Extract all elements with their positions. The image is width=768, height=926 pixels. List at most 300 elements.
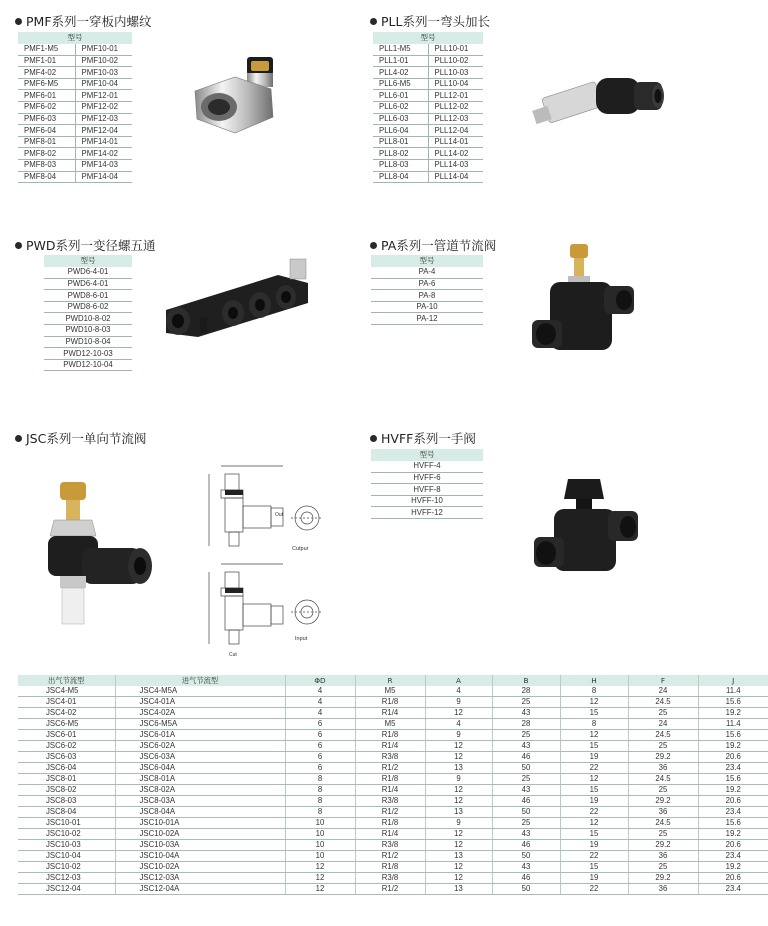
table-row — [18, 102, 132, 114]
table-cell: JSC6-04 — [18, 763, 115, 774]
table-cell: 11.4 — [698, 719, 768, 730]
table-cell: 4 — [425, 719, 492, 730]
pmf-model-table — [18, 32, 132, 183]
model-cell: PMF6-02 — [18, 102, 75, 114]
table-cell: 15.6 — [698, 697, 768, 708]
table-cell: 22 — [560, 807, 628, 818]
table-cell: 22 — [560, 851, 628, 862]
table-cell: 19 — [560, 796, 628, 807]
table-row — [18, 873, 768, 884]
table-cell: 6 — [285, 719, 355, 730]
table-row — [373, 160, 483, 172]
table-cell: 25 — [628, 862, 698, 873]
table-row — [18, 862, 768, 873]
table-row — [371, 267, 483, 279]
table-cell: JSC8-01A — [115, 774, 285, 785]
table-row — [18, 160, 132, 172]
table-cell: JSC10-02 — [18, 829, 115, 840]
table-cell: JSC4-M5 — [18, 686, 115, 697]
table-cell: 8 — [285, 796, 355, 807]
table-cell: 15.6 — [698, 774, 768, 785]
model-cell: PLL12-03 — [428, 113, 483, 125]
model-cell: PMF6-04 — [18, 125, 75, 137]
model-cell: PLL14-02 — [428, 148, 483, 160]
table-cell: 24.5 — [628, 818, 698, 829]
table-cell: R1/8 — [355, 697, 425, 708]
table-row — [371, 472, 483, 484]
table-row — [44, 313, 132, 325]
table-cell: 25 — [628, 741, 698, 752]
table-row — [44, 267, 132, 279]
table-cell: 4 — [285, 686, 355, 697]
model-cell: HVFF-12 — [371, 507, 483, 519]
table-cell: 15 — [560, 741, 628, 752]
table-row — [44, 325, 132, 337]
pa-table-header: 型号 — [371, 255, 483, 267]
model-cell: PMF1-01 — [18, 55, 75, 67]
table-cell: JSC6-03 — [18, 752, 115, 763]
model-cell: PMF4-02 — [18, 67, 75, 79]
table-cell: JSC8-03 — [18, 796, 115, 807]
model-cell: PMF10-04 — [75, 78, 132, 90]
model-cell: PA-6 — [371, 278, 483, 290]
table-cell: 24.5 — [628, 697, 698, 708]
model-cell: PWD12-10-04 — [44, 359, 132, 371]
table-row — [18, 136, 132, 148]
table-cell: 10 — [285, 851, 355, 862]
model-cell: PWD10-8-03 — [44, 325, 132, 337]
table-cell: 23.4 — [698, 763, 768, 774]
table-cell: 4 — [425, 686, 492, 697]
bullet-icon — [15, 435, 22, 442]
model-cell: PA-12 — [371, 313, 483, 325]
table-cell: JSC8-04A — [115, 807, 285, 818]
table-cell: R1/4 — [355, 708, 425, 719]
table-cell: 24 — [628, 686, 698, 697]
table-cell: 12 — [425, 873, 492, 884]
model-cell: PLL8-03 — [373, 160, 428, 172]
table-row — [373, 113, 483, 125]
table-cell: JSC10-02A — [115, 829, 285, 840]
table-cell: 12 — [285, 884, 355, 895]
table-cell: 29.2 — [628, 840, 698, 851]
table-cell: 15 — [560, 785, 628, 796]
model-cell: PWD12-10-03 — [44, 348, 132, 360]
table-cell: 8 — [560, 686, 628, 697]
table-cell: 13 — [425, 884, 492, 895]
model-cell: PLL14-04 — [428, 171, 483, 183]
model-cell: PMF10-01 — [75, 44, 132, 56]
table-cell: 6 — [285, 741, 355, 752]
table-cell: 12 — [560, 730, 628, 741]
table-row — [371, 301, 483, 313]
model-cell: HVFF-6 — [371, 472, 483, 484]
table-cell: 12 — [560, 697, 628, 708]
table-cell: 13 — [425, 763, 492, 774]
table-cell: 12 — [425, 840, 492, 851]
table-row — [373, 125, 483, 137]
model-cell: HVFF-8 — [371, 484, 483, 496]
table-cell: 25 — [492, 818, 560, 829]
table-cell: 20.6 — [698, 796, 768, 807]
model-cell: PLL6-01 — [373, 90, 428, 102]
model-cell: PMF1-M5 — [18, 44, 75, 56]
model-cell: PWD8-6-02 — [44, 301, 132, 313]
table-cell: 15 — [560, 829, 628, 840]
table-cell: 29.2 — [628, 873, 698, 884]
table-cell: 15 — [560, 862, 628, 873]
pwd-section-title — [15, 236, 156, 254]
table-cell: JSC10-02 — [18, 862, 115, 873]
table-cell: R1/2 — [355, 807, 425, 818]
table-cell: JSC6-02A — [115, 741, 285, 752]
cut-label: Cut — [229, 652, 237, 658]
table-row — [18, 774, 768, 785]
table-cell: 10 — [285, 829, 355, 840]
table-cell: JSC6-M5 — [18, 719, 115, 730]
column-header: ΦD — [285, 675, 355, 686]
table-cell: 36 — [628, 851, 698, 862]
table-row — [373, 171, 483, 183]
table-cell: R3/8 — [355, 840, 425, 851]
table-cell: 23.4 — [698, 884, 768, 895]
table-row — [18, 752, 768, 763]
table-cell: 6 — [285, 752, 355, 763]
table-row — [44, 278, 132, 290]
table-cell: 43 — [492, 862, 560, 873]
model-cell: PLL10-02 — [428, 55, 483, 67]
model-cell: PLL14-03 — [428, 160, 483, 172]
table-cell: 9 — [425, 730, 492, 741]
model-cell: PLL6-02 — [373, 102, 428, 114]
hvff-model-table — [371, 449, 483, 519]
hvff-table-header: 型号 — [371, 449, 483, 461]
model-cell: PMF10-02 — [75, 55, 132, 67]
table-cell: 15 — [560, 708, 628, 719]
column-header: 进气节流型 — [115, 675, 285, 686]
table-cell: JSC10-03 — [18, 840, 115, 851]
table-cell: 25 — [628, 785, 698, 796]
table-cell: 22 — [560, 884, 628, 895]
table-row — [18, 840, 768, 851]
pa-section-title — [370, 236, 496, 254]
model-cell: PLL6-04 — [373, 125, 428, 137]
table-cell: JSC10-01 — [18, 818, 115, 829]
table-row — [18, 763, 768, 774]
model-cell: PLL8-04 — [373, 171, 428, 183]
table-cell: 12 — [425, 862, 492, 873]
table-row — [18, 125, 132, 137]
table-cell: JSC12-04A — [115, 884, 285, 895]
table-cell: JSC8-03A — [115, 796, 285, 807]
table-row — [371, 507, 483, 519]
jsc-valve-photo — [30, 478, 155, 638]
table-cell: JSC6-M5A — [115, 719, 285, 730]
table-cell: R1/2 — [355, 884, 425, 895]
table-row — [371, 495, 483, 507]
table-cell: JSC8-02 — [18, 785, 115, 796]
pwd-fitting-photo — [158, 255, 323, 340]
table-cell: JSC8-02A — [115, 785, 285, 796]
table-cell: 43 — [492, 829, 560, 840]
table-cell: 12 — [285, 862, 355, 873]
table-row — [18, 829, 768, 840]
out-label: Out — [275, 512, 284, 518]
table-row — [18, 730, 768, 741]
table-cell: 46 — [492, 752, 560, 763]
table-cell: 23.4 — [698, 807, 768, 818]
table-cell: 20.6 — [698, 840, 768, 851]
table-row — [371, 313, 483, 325]
table-cell: R1/4 — [355, 741, 425, 752]
table-cell: 28 — [492, 719, 560, 730]
model-cell: PMF14-02 — [75, 148, 132, 160]
table-cell: 6 — [285, 763, 355, 774]
table-row — [18, 697, 768, 708]
table-cell: 24.5 — [628, 730, 698, 741]
table-row — [373, 44, 483, 56]
table-row — [18, 741, 768, 752]
table-cell: 23.4 — [698, 851, 768, 862]
pll-title: PLL系列一弯头加长 — [381, 14, 490, 29]
table-row — [18, 44, 132, 56]
table-cell: R3/8 — [355, 796, 425, 807]
table-row — [371, 461, 483, 473]
pa-model-table — [371, 255, 483, 325]
pll-table-header: 型号 — [373, 32, 483, 44]
model-cell: PLL6-03 — [373, 113, 428, 125]
table-cell: 4 — [285, 697, 355, 708]
table-cell: JSC4-01A — [115, 697, 285, 708]
table-cell: 36 — [628, 763, 698, 774]
table-cell: R1/2 — [355, 851, 425, 862]
model-cell: PLL10-04 — [428, 78, 483, 90]
hvff-title: HVFF系列一手阀 — [381, 431, 476, 446]
table-cell: 19.2 — [698, 862, 768, 873]
hvff-section-title — [370, 429, 476, 447]
model-cell: PMF14-04 — [75, 171, 132, 183]
model-cell: PLL1-01 — [373, 55, 428, 67]
table-cell: JSC10-04 — [18, 851, 115, 862]
table-cell: 12 — [425, 796, 492, 807]
table-cell: 9 — [425, 774, 492, 785]
bullet-icon — [370, 242, 377, 249]
table-row — [371, 278, 483, 290]
table-cell: 13 — [425, 807, 492, 818]
table-row — [373, 90, 483, 102]
table-cell: 19 — [560, 840, 628, 851]
table-cell: 19 — [560, 752, 628, 763]
jsc-title: JSC系列一单向节流阀 — [26, 431, 147, 446]
table-cell: 25 — [492, 774, 560, 785]
model-cell: PLL10-01 — [428, 44, 483, 56]
table-cell: JSC6-04A — [115, 763, 285, 774]
table-cell: 36 — [628, 807, 698, 818]
model-cell: PLL4-02 — [373, 67, 428, 79]
table-cell: 19.2 — [698, 785, 768, 796]
table-cell: 50 — [492, 884, 560, 895]
table-cell: 24 — [628, 719, 698, 730]
table-cell: 50 — [492, 763, 560, 774]
table-cell: 20.6 — [698, 873, 768, 884]
bullet-icon — [15, 18, 22, 25]
table-cell: 24.5 — [628, 774, 698, 785]
pwd-table-header: 型号 — [44, 255, 132, 267]
table-cell: 19.2 — [698, 708, 768, 719]
table-cell: JSC4-02A — [115, 708, 285, 719]
table-cell: R3/8 — [355, 873, 425, 884]
table-row — [44, 301, 132, 313]
table-cell: JSC10-03A — [115, 840, 285, 851]
table-cell: JSC10-02A — [115, 862, 285, 873]
column-header: A — [425, 675, 492, 686]
table-cell: 43 — [492, 785, 560, 796]
table-cell: 12 — [425, 785, 492, 796]
model-cell: PMF14-01 — [75, 136, 132, 148]
model-cell: PWD10-8-02 — [44, 313, 132, 325]
model-cell: PWD8-6-01 — [44, 290, 132, 302]
table-cell: JSC12-04 — [18, 884, 115, 895]
table-cell: 12 — [560, 818, 628, 829]
bullet-icon — [15, 242, 22, 249]
hvff-valve-photo — [528, 475, 643, 585]
table-cell: 11.4 — [698, 686, 768, 697]
table-cell: 43 — [492, 741, 560, 752]
cutpur-label: Cutpur — [292, 546, 309, 552]
jsc-dimension-diagram — [195, 462, 345, 662]
table-cell: 9 — [425, 818, 492, 829]
table-row — [18, 686, 768, 697]
model-cell: PWD6-4-01 — [44, 278, 132, 290]
table-cell: 15.6 — [698, 818, 768, 829]
model-cell: HVFF-10 — [371, 495, 483, 507]
model-cell: PMF8-03 — [18, 160, 75, 172]
table-row — [44, 348, 132, 360]
pwd-title: PWD系列一变径螺五通 — [26, 238, 156, 253]
table-cell: 12 — [425, 741, 492, 752]
model-cell: PLL14-01 — [428, 136, 483, 148]
table-cell: 28 — [492, 686, 560, 697]
table-cell: 8 — [285, 807, 355, 818]
table-row — [18, 719, 768, 730]
pa-valve-photo — [528, 242, 638, 362]
table-cell: 12 — [425, 708, 492, 719]
table-row — [373, 136, 483, 148]
table-cell: 46 — [492, 840, 560, 851]
table-cell: JSC8-04 — [18, 807, 115, 818]
table-cell: 25 — [492, 697, 560, 708]
table-cell: 19.2 — [698, 741, 768, 752]
table-cell: JSC12-03A — [115, 873, 285, 884]
table-cell: 19 — [560, 873, 628, 884]
table-cell: R1/8 — [355, 730, 425, 741]
model-cell: PMF8-02 — [18, 148, 75, 160]
table-cell: 50 — [492, 851, 560, 862]
table-row — [371, 290, 483, 302]
table-cell: 36 — [628, 884, 698, 895]
table-cell: 29.2 — [628, 752, 698, 763]
table-row — [44, 290, 132, 302]
table-cell: 25 — [628, 708, 698, 719]
table-cell: M5 — [355, 686, 425, 697]
table-cell: M5 — [355, 719, 425, 730]
table-row — [371, 484, 483, 496]
table-cell: R1/8 — [355, 818, 425, 829]
table-cell: R1/8 — [355, 862, 425, 873]
table-cell: 8 — [285, 785, 355, 796]
table-cell: 10 — [285, 818, 355, 829]
model-cell: PMF12-02 — [75, 102, 132, 114]
table-row — [18, 55, 132, 67]
table-row — [18, 785, 768, 796]
table-cell: 12 — [285, 873, 355, 884]
column-header: 出气节流型 — [18, 675, 115, 686]
table-cell: JSC6-03A — [115, 752, 285, 763]
model-cell: PLL8-02 — [373, 148, 428, 160]
table-cell: 46 — [492, 873, 560, 884]
model-cell: PWD10-8-04 — [44, 336, 132, 348]
table-cell: 15.6 — [698, 730, 768, 741]
pmf-table-header: 型号 — [18, 32, 132, 44]
table-row — [18, 67, 132, 79]
table-row — [18, 78, 132, 90]
table-cell: 25 — [492, 730, 560, 741]
table-cell: JSC8-01 — [18, 774, 115, 785]
table-row — [18, 884, 768, 895]
table-cell: 12 — [560, 774, 628, 785]
column-header: F — [628, 675, 698, 686]
table-cell: JSC10-04A — [115, 851, 285, 862]
table-row — [18, 90, 132, 102]
table-row — [18, 113, 132, 125]
table-cell: 22 — [560, 763, 628, 774]
table-cell: 6 — [285, 730, 355, 741]
table-row — [373, 78, 483, 90]
model-cell: PMF6-03 — [18, 113, 75, 125]
pmf-section-title — [15, 12, 152, 30]
column-header: R — [355, 675, 425, 686]
model-cell: PA-8 — [371, 290, 483, 302]
table-cell: 29.2 — [628, 796, 698, 807]
table-cell: 19.2 — [698, 829, 768, 840]
table-cell: 13 — [425, 851, 492, 862]
model-cell: PMF12-04 — [75, 125, 132, 137]
pmf-title: PMF系列一穿板内螺纹 — [26, 14, 152, 29]
table-row — [18, 818, 768, 829]
table-cell: 46 — [492, 796, 560, 807]
model-cell: PMF6-M5 — [18, 78, 75, 90]
model-cell: PMF12-03 — [75, 113, 132, 125]
pwd-model-table — [44, 255, 132, 371]
pa-title: PA系列一管道节流阀 — [381, 238, 497, 253]
table-row — [373, 102, 483, 114]
table-cell: 10 — [285, 840, 355, 851]
table-cell: 12 — [425, 829, 492, 840]
table-cell: 20.6 — [698, 752, 768, 763]
model-cell: PLL6-M5 — [373, 78, 428, 90]
table-cell: R1/2 — [355, 763, 425, 774]
table-row — [18, 807, 768, 818]
column-header: H — [560, 675, 628, 686]
table-cell: 9 — [425, 697, 492, 708]
table-cell: 25 — [628, 829, 698, 840]
table-row — [373, 55, 483, 67]
pll-fitting-photo — [530, 72, 670, 142]
pll-model-table — [373, 32, 483, 183]
table-cell: 43 — [492, 708, 560, 719]
model-cell: PMF10-03 — [75, 67, 132, 79]
model-cell: PMF12-01 — [75, 90, 132, 102]
